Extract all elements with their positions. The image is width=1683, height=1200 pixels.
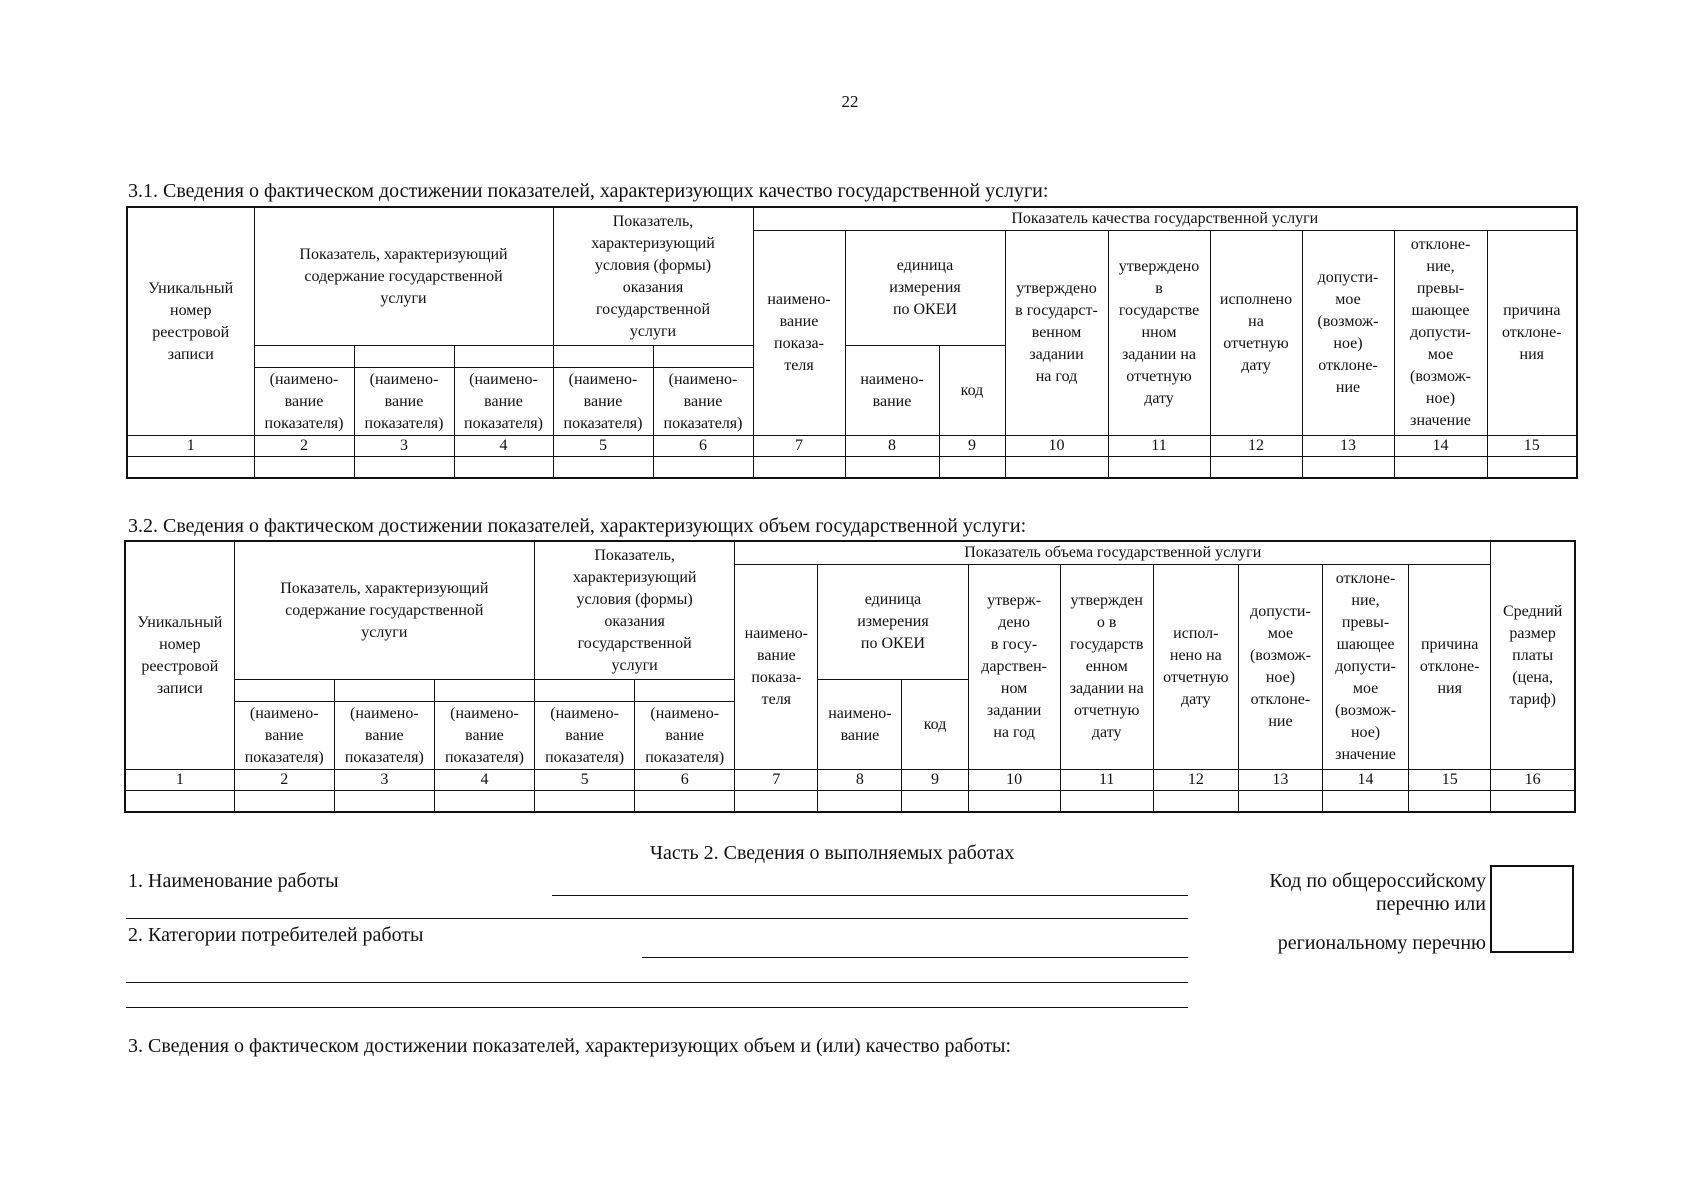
header-indicator-name-sub: (наимено- вание показателя) (454, 368, 553, 436)
header-unique-number: Уникальный номер реестровой записи (127, 207, 254, 436)
table-cell[interactable] (234, 791, 334, 813)
column-number: 5 (553, 436, 653, 457)
column-number: 2 (234, 770, 334, 791)
header-unit-name: наимено- вание (845, 346, 939, 436)
column-number: 13 (1302, 436, 1394, 457)
column-number: 13 (1238, 770, 1322, 791)
table-cell[interactable] (845, 457, 939, 479)
table-cell[interactable] (635, 791, 735, 813)
column-number: 10 (968, 770, 1060, 791)
header-conditions-indicator: Показатель, характеризующий условия (формы) оказания государственной услуги (535, 541, 735, 680)
header-indicator-name-sub: (наимено- вание показателя) (434, 702, 534, 770)
section-3-work-title: 3. Сведения о фактическом достижении показателей, характеризующих объем и (или) качество работы: (128, 1035, 1012, 1057)
header-content-indicator: Показатель, характеризующий содержание государственной услуги (234, 541, 534, 680)
column-number: 11 (1060, 770, 1153, 791)
column-number: 15 (1409, 770, 1491, 791)
consumers-field-continued[interactable] (126, 1007, 1188, 1008)
consumers-field[interactable] (642, 957, 1188, 958)
table-cell[interactable] (735, 791, 818, 813)
page-number: 22 (841, 92, 859, 111)
header-unit: единица измерения по ОКЕИ (845, 231, 1005, 346)
classifier-code-label-line: региональному перечню (1277, 932, 1486, 954)
header-indicator-name-sub: (наимено- вание показателя) (553, 368, 653, 436)
header-average-fee: Средний размер платы (цена, тариф) (1491, 541, 1575, 770)
table-cell[interactable] (1302, 457, 1394, 479)
column-number: 15 (1487, 436, 1577, 457)
column-number: 6 (635, 770, 735, 791)
table-cell[interactable] (1487, 457, 1577, 479)
column-number: 16 (1491, 770, 1575, 791)
header-conditions-indicator: Показатель, характеризующий условия (формы) оказания государственной услуги (553, 207, 753, 346)
header-approved-date: утверждено в государстве нном задании на отчетную дату (1108, 231, 1210, 436)
classifier-code-box[interactable] (1490, 865, 1574, 953)
table-cell[interactable] (1108, 457, 1210, 479)
table-cell[interactable] (1060, 791, 1153, 813)
table-cell[interactable] (1005, 457, 1108, 479)
table-cell[interactable] (939, 457, 1005, 479)
classifier-code-label (1230, 870, 1486, 955)
header-content-indicator: Показатель, характеризующий содержание государственной услуги (254, 207, 553, 346)
column-number: 9 (939, 436, 1005, 457)
header-indicator-name-sub: (наимено- вание показателя) (354, 368, 454, 436)
table-cell[interactable] (1491, 791, 1575, 813)
blank-cell (454, 346, 553, 368)
table-cell[interactable] (1322, 791, 1408, 813)
table-cell[interactable] (818, 791, 902, 813)
column-number: 8 (818, 770, 902, 791)
work-name-field[interactable] (552, 895, 1188, 896)
header-approved-date: утвержден о в государств енном задании на отчетную дату (1060, 565, 1153, 770)
table-cell[interactable] (968, 791, 1060, 813)
table-cell[interactable] (753, 457, 845, 479)
column-number: 4 (454, 436, 553, 457)
table-row (125, 791, 1575, 813)
table-cell[interactable] (553, 457, 653, 479)
table-cell[interactable] (127, 457, 254, 479)
blank-cell (234, 680, 334, 702)
volume-indicators-table (124, 540, 1576, 813)
header-indicator-name-sub: (наимено- вание показателя) (535, 702, 635, 770)
column-number: 11 (1108, 436, 1210, 457)
table-cell[interactable] (454, 457, 553, 479)
header-approved-year: утверждено в государст- венном задании на год (1005, 231, 1108, 436)
header-volume-group: Показатель объема государственной услуги (735, 541, 1491, 565)
table-cell[interactable] (535, 791, 635, 813)
table-cell[interactable] (125, 791, 234, 813)
column-number: 8 (845, 436, 939, 457)
header-unit-name: наимено- вание (818, 680, 902, 770)
consumers-field-continued[interactable] (126, 982, 1188, 983)
blank-cell (553, 346, 653, 368)
work-name-label: 1. Наименование работы (128, 870, 339, 892)
table-cell[interactable] (1210, 457, 1302, 479)
column-number: 4 (434, 770, 534, 791)
table-cell[interactable] (254, 457, 354, 479)
table-cell[interactable] (354, 457, 454, 479)
table-cell[interactable] (434, 791, 534, 813)
header-deviation-reason: причина отклоне- ния (1409, 565, 1491, 770)
column-number: 12 (1153, 770, 1238, 791)
blank-cell (434, 680, 534, 702)
header-indicator-name-sub: (наимено- вание показателя) (254, 368, 354, 436)
table-cell[interactable] (653, 457, 753, 479)
header-unique-number: Уникальный номер реестровой записи (125, 541, 234, 770)
column-number: 14 (1322, 770, 1408, 791)
column-number: 2 (254, 436, 354, 457)
header-executed: испол- нено на отчетную дату (1153, 565, 1238, 770)
table-cell[interactable] (1238, 791, 1322, 813)
column-number: 7 (753, 436, 845, 457)
header-allowed-deviation: допусти- мое (возмож- ное) отклоне- ние (1302, 231, 1394, 436)
quality-indicators-table (126, 206, 1578, 479)
blank-cell (535, 680, 635, 702)
column-number: 5 (535, 770, 635, 791)
classifier-code-label-line: перечню или (1375, 893, 1486, 915)
blank-cell (635, 680, 735, 702)
table-cell[interactable] (334, 791, 434, 813)
header-quality-group: Показатель качества государственной услуги (753, 207, 1577, 231)
section-3-1-title: 3.1. Сведения о фактическом достижении показателей, характеризующих качество государственной услуги: (128, 180, 1049, 202)
header-exceeding-deviation: отклоне- ние, превы- шающее допусти- мое (возмож- ное) значение (1322, 565, 1408, 770)
header-indicator-name-sub: (наимено- вание показателя) (635, 702, 735, 770)
column-number: 6 (653, 436, 753, 457)
header-executed: исполнено на отчетную дату (1210, 231, 1302, 436)
blank-cell (254, 346, 354, 368)
table-cell[interactable] (902, 791, 968, 813)
header-indicator-name-sub: (наимено- вание показателя) (334, 702, 434, 770)
header-unit-code: код (939, 346, 1005, 436)
column-number: 3 (354, 436, 454, 457)
header-exceeding-deviation: отклоне- ние, превы- шающее допусти- мое (возмож- ное) значение (1394, 231, 1487, 436)
table-row (127, 457, 1577, 479)
column-number: 7 (735, 770, 818, 791)
header-indicator-name-sub: (наимено- вание показателя) (653, 368, 753, 436)
table-cell[interactable] (1153, 791, 1238, 813)
header-unit-code: код (902, 680, 968, 770)
column-number: 10 (1005, 436, 1108, 457)
header-indicator-name: наимено- вание показа- теля (735, 565, 818, 770)
section-3-2-title: 3.2. Сведения о фактическом достижении показателей, характеризующих объем государственной услуги: (128, 515, 1027, 537)
header-deviation-reason: причина отклоне- ния (1487, 231, 1577, 436)
column-number: 14 (1394, 436, 1487, 457)
consumers-label: 2. Категории потребителей работы (128, 924, 424, 946)
header-approved-year: утверж- дено в госу- дарствен- ном задании на год (968, 565, 1060, 770)
column-number: 3 (334, 770, 434, 791)
table-cell[interactable] (1394, 457, 1487, 479)
blank-cell (653, 346, 753, 368)
header-allowed-deviation: допусти- мое (возмож- ное) отклоне- ние (1238, 565, 1322, 770)
column-number: 9 (902, 770, 968, 791)
column-number: 12 (1210, 436, 1302, 457)
blank-cell (354, 346, 454, 368)
column-number: 1 (127, 436, 254, 457)
table-cell[interactable] (1409, 791, 1491, 813)
column-number: 1 (125, 770, 234, 791)
blank-cell (334, 680, 434, 702)
header-indicator-name-sub: (наимено- вание показателя) (234, 702, 334, 770)
classifier-code-label-line: Код по общероссийскому (1269, 870, 1486, 892)
header-indicator-name: наимено- вание показа- теля (753, 231, 845, 436)
header-unit: единица измерения по ОКЕИ (818, 565, 968, 680)
work-name-field-continued[interactable] (126, 918, 1188, 919)
part-2-title: Часть 2. Сведения о выполняемых работах (650, 842, 1015, 864)
